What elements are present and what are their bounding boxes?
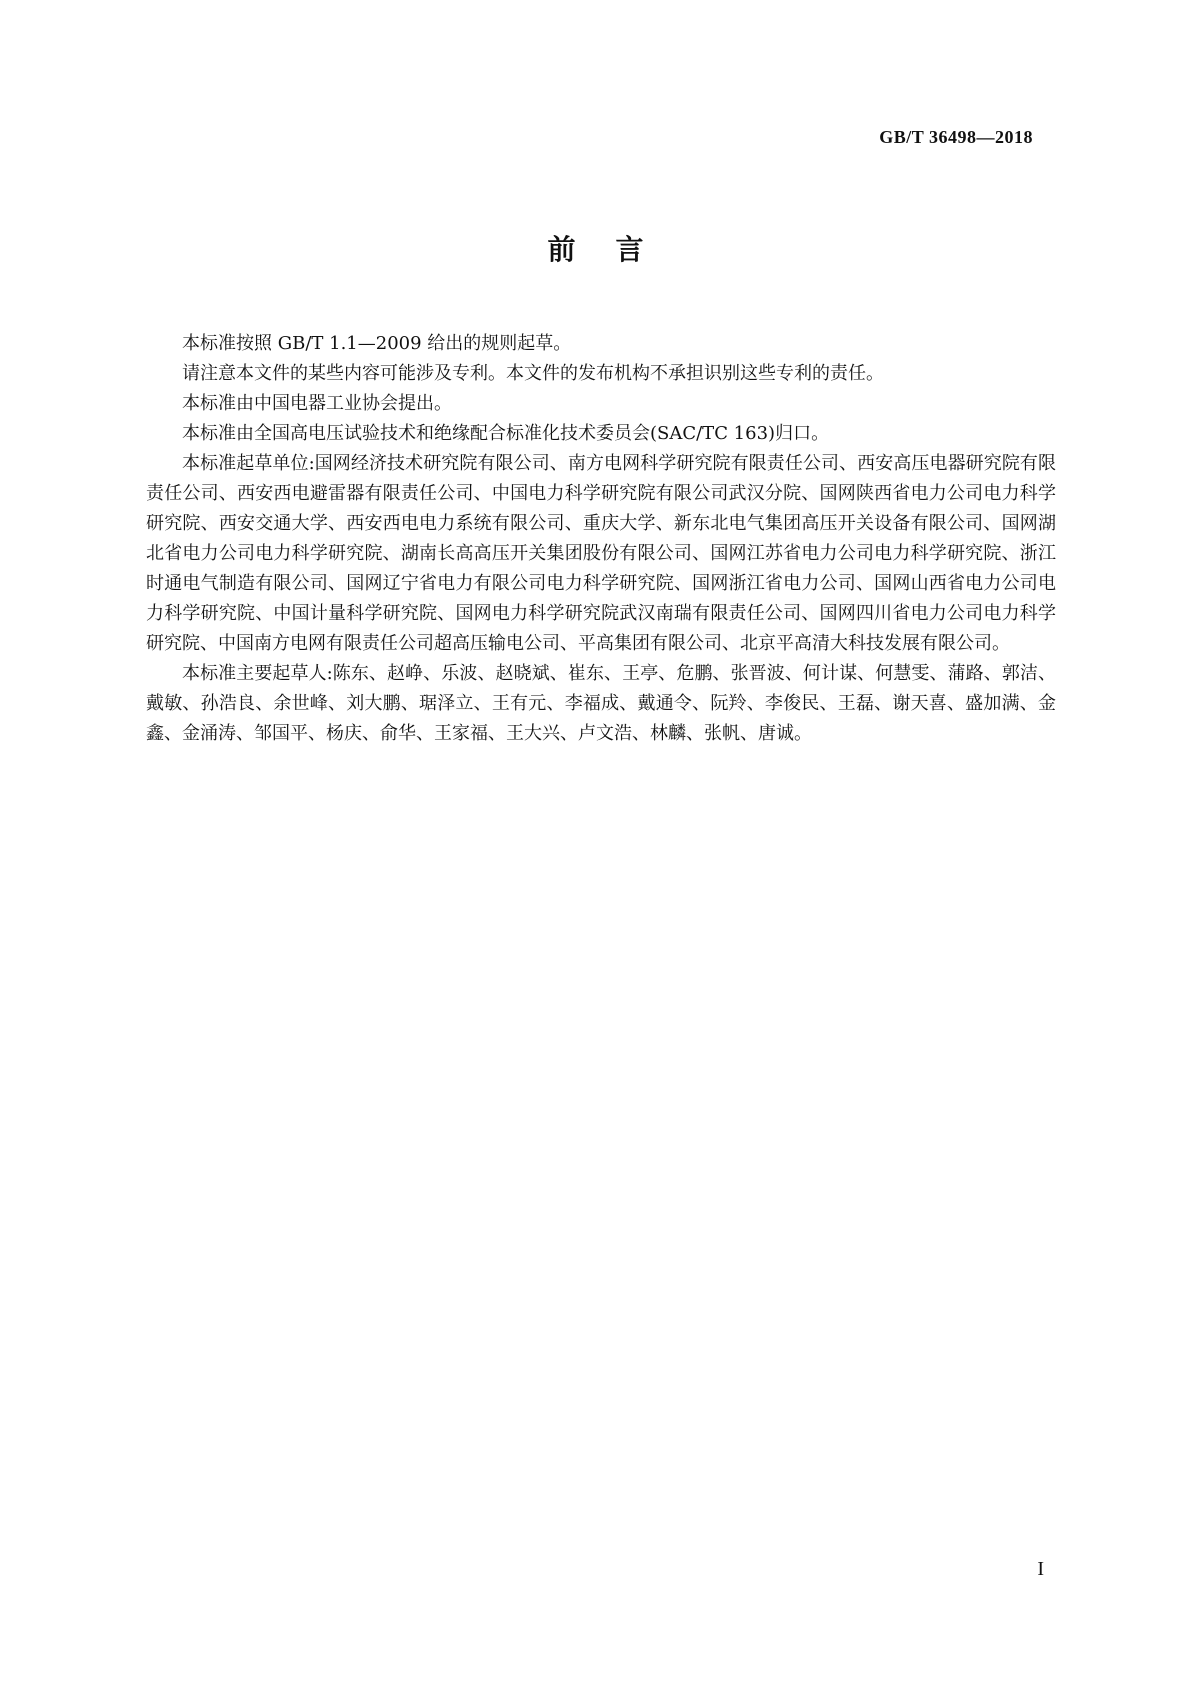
paragraph-technical-committee: 本标准由全国高电压试验技术和绝缘配合标准化技术委员会(SAC/TC 163)归口。 [182, 423, 830, 444]
standard-number: GB/T 36498—2018 [879, 127, 1033, 147]
paragraph-proposer: 本标准由中国电器工业协会提出。 [182, 393, 452, 414]
document-body [146, 329, 1056, 749]
paragraph-drafters: 本标准主要起草人:陈东、赵峥、乐波、赵晓斌、崔东、王亭、危鹏、张晋波、何计谋、何慧雯、蒲路、郭洁、戴敏、孙浩良、余世峰、刘大鹏、琚泽立、王有元、李福成、戴通令、阮羚、李俊民、王磊、谢天喜、盛加满、金鑫、金涌涛、邹国平、杨庆、俞华、王家福、王大兴、卢文浩、林麟、张帆、唐诚。 [146, 663, 1056, 744]
paragraph-drafting-rules: 本标准按照 GB/T 1.1—2009 给出的规则起草。 [182, 333, 572, 354]
paragraph-patent-notice: 请注意本文件的某些内容可能涉及专利。本文件的发布机构不承担识别这些专利的责任。 [182, 363, 884, 384]
page-title: 前言 [547, 233, 684, 266]
page-number: I [1037, 1558, 1044, 1580]
paragraph-drafting-units: 本标准起草单位:国网经济技术研究院有限公司、南方电网科学研究院有限责任公司、西安高压电器研究院有限责任公司、西安西电避雷器有限责任公司、中国电力科学研究院有限公司武汉分院、国网陕西省电力公司电力科学研究院、西安交通大学、西安西电电力系统有限公司、重庆大学、新东北电气集团高压开关设备有限公司、国网湖北省电力公司电力科学研究院、湖南长高高压开关集团股份有限公司、国网江苏省电力公司电力科学研究院、浙江时通电气制造有限公司、国网辽宁省电力有限公司电力科学研究院、国网浙江省电力公司、国网山西省电力公司电力科学研究院、中国计量科学研究院、国网电力科学研究院武汉南瑞有限责任公司、国网四川省电力公司电力科学研究院、中国南方电网有限责任公司超高压输电公司、平高集团有限公司、北京平高清大科技发展有限公司。 [146, 453, 1056, 654]
